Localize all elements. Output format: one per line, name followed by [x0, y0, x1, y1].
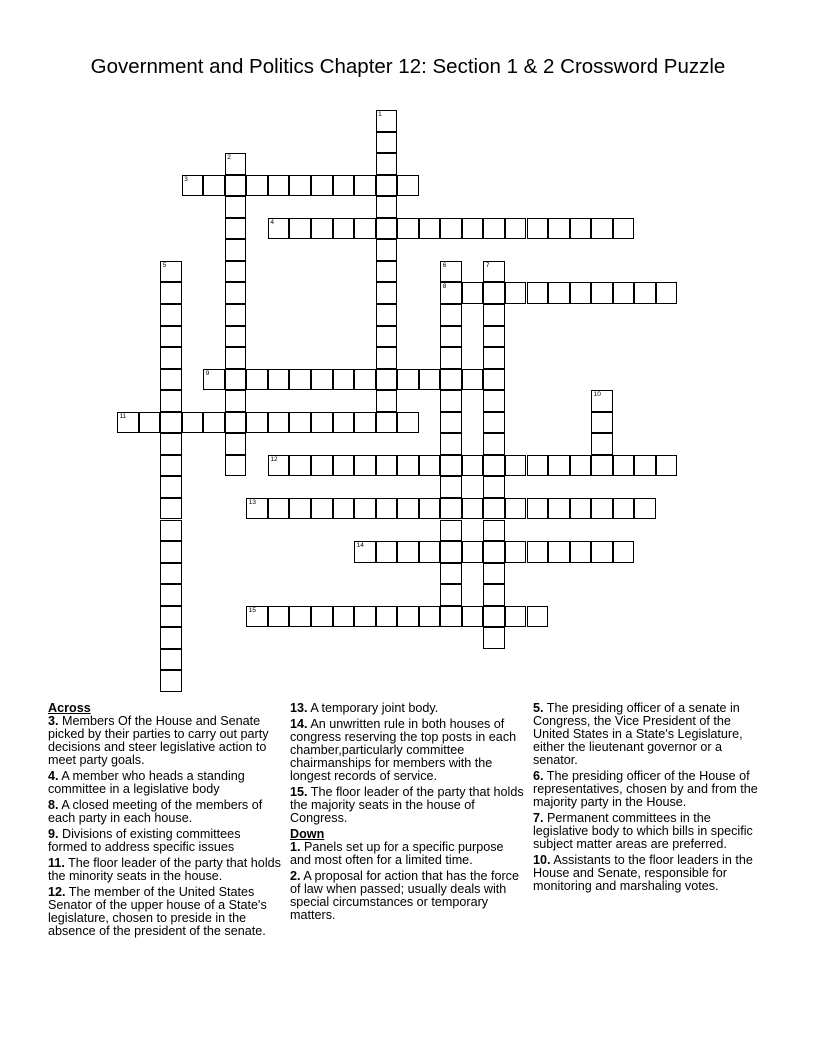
grid-cell[interactable]: [527, 282, 549, 304]
grid-cell[interactable]: [483, 218, 505, 240]
grid-cell[interactable]: [311, 606, 333, 628]
grid-cell[interactable]: [440, 369, 462, 391]
grid-cell[interactable]: [397, 175, 419, 197]
grid-cell[interactable]: [311, 455, 333, 477]
grid-cell[interactable]: [591, 390, 613, 412]
grid-cell[interactable]: [182, 175, 204, 197]
grid-cell[interactable]: [376, 304, 398, 326]
grid-cell[interactable]: [160, 498, 182, 520]
grid-cell[interactable]: [160, 649, 182, 671]
grid-cell[interactable]: [246, 412, 268, 434]
grid-cell[interactable]: [505, 455, 527, 477]
grid-cell[interactable]: [354, 606, 376, 628]
clue-number-1: 1: [378, 111, 382, 118]
grid-cell[interactable]: [527, 606, 549, 628]
clue-across-4: 4. A member who heads a standing committee in a legislative body: [48, 769, 245, 796]
grid-cell[interactable]: [289, 606, 311, 628]
clue-number-10: 10: [593, 391, 601, 399]
clue-number-13: 13: [248, 498, 257, 506]
grid-cell[interactable]: [419, 369, 441, 391]
grid-cell[interactable]: [268, 218, 290, 240]
grid-cell[interactable]: [548, 455, 570, 477]
grid-cell[interactable]: [311, 369, 333, 391]
grid-cell[interactable]: [419, 541, 441, 563]
clue-number-8: 8: [442, 283, 447, 291]
grid-cell[interactable]: [246, 369, 268, 391]
grid-cell[interactable]: [440, 347, 462, 369]
grid-cell[interactable]: [225, 282, 247, 304]
grid-cell[interactable]: [376, 218, 398, 240]
grid-cell[interactable]: [225, 433, 247, 455]
clues-column-2: [290, 702, 526, 925]
grid-cell[interactable]: [591, 433, 613, 455]
grid-cell[interactable]: [160, 670, 182, 692]
grid-cell[interactable]: [483, 563, 505, 585]
grid-cell[interactable]: [268, 606, 290, 628]
clue-across-14: 14. An unwritten rule in both houses of congress reserving the top posts in each chamber,particularly committee chairmanships for members with the longest records of service.: [290, 717, 517, 783]
grid-cell[interactable]: [462, 369, 484, 391]
grid-cell[interactable]: [376, 175, 398, 197]
grid-cell[interactable]: [527, 455, 549, 477]
grid-cell[interactable]: [527, 498, 549, 520]
grid-cell[interactable]: [225, 369, 247, 391]
grid-cell[interactable]: [548, 218, 570, 240]
clue-across-9: 9. Divisions of existing committees formed to address specific issues: [48, 827, 241, 854]
grid-cell[interactable]: [440, 304, 462, 326]
grid-cell[interactable]: [225, 239, 247, 261]
grid-cell[interactable]: [419, 606, 441, 628]
grid-cell[interactable]: [483, 606, 505, 628]
grid-cell[interactable]: [225, 196, 247, 218]
clues-column-1: [48, 702, 283, 941]
grid-cell[interactable]: [591, 282, 613, 304]
grid-cell[interactable]: [225, 304, 247, 326]
grid-cell[interactable]: [440, 606, 462, 628]
grid-cell[interactable]: [160, 326, 182, 348]
grid-cell[interactable]: [505, 218, 527, 240]
grid-cell[interactable]: [397, 541, 419, 563]
grid-cell[interactable]: [376, 196, 398, 218]
grid-cell[interactable]: [376, 541, 398, 563]
grid-cell[interactable]: [203, 369, 225, 391]
grid-cell[interactable]: [333, 412, 355, 434]
grid-cell[interactable]: [483, 455, 505, 477]
grid-cell[interactable]: [656, 282, 678, 304]
grid-cell[interactable]: [333, 175, 355, 197]
grid-cell[interactable]: [376, 261, 398, 283]
down-heading: Down: [290, 827, 325, 841]
grid-cell[interactable]: [483, 412, 505, 434]
grid-cell[interactable]: [225, 261, 247, 283]
clue-number-14: 14: [356, 542, 364, 549]
grid-cell[interactable]: [483, 433, 505, 455]
grid-cell[interactable]: [376, 498, 398, 520]
grid-cell[interactable]: [311, 498, 333, 520]
grid-cell[interactable]: [225, 153, 247, 175]
grid-cell[interactable]: [483, 304, 505, 326]
grid-cell[interactable]: [268, 498, 290, 520]
grid-cell[interactable]: [376, 412, 398, 434]
grid-cell[interactable]: [225, 455, 247, 477]
clue-down-6: 6. The presiding officer of the House of representatives, chosen by and from the majority party in the House.: [533, 769, 758, 809]
grid-cell[interactable]: [440, 390, 462, 412]
clue-number-11: 11: [119, 412, 127, 420]
grid-cell[interactable]: [160, 261, 182, 283]
clue-number-9: 9: [205, 369, 210, 377]
grid-cell[interactable]: [117, 412, 139, 434]
grid-cell[interactable]: [376, 110, 398, 132]
grid-cell[interactable]: [570, 282, 592, 304]
grid-cell[interactable]: [483, 584, 505, 606]
grid-cell[interactable]: [613, 498, 635, 520]
grid-cell[interactable]: [139, 412, 161, 434]
grid-cell[interactable]: [591, 455, 613, 477]
grid-cell[interactable]: [268, 455, 290, 477]
grid-cell[interactable]: [376, 455, 398, 477]
grid-cell[interactable]: [483, 282, 505, 304]
grid-cell[interactable]: [570, 541, 592, 563]
grid-cell[interactable]: [591, 412, 613, 434]
grid-cell[interactable]: [160, 606, 182, 628]
grid-cell[interactable]: [311, 218, 333, 240]
grid-cell[interactable]: [462, 606, 484, 628]
grid-cell[interactable]: [376, 606, 398, 628]
grid-cell[interactable]: [483, 390, 505, 412]
grid-cell[interactable]: [591, 498, 613, 520]
grid-cell[interactable]: [462, 282, 484, 304]
grid-cell[interactable]: [634, 282, 656, 304]
grid-cell[interactable]: [225, 347, 247, 369]
grid-cell[interactable]: [527, 541, 549, 563]
clue-number-6: 6: [442, 261, 447, 269]
clue-across-13: 13. A temporary joint body.: [290, 701, 439, 715]
grid-cell[interactable]: [225, 218, 247, 240]
grid-cell[interactable]: [483, 261, 505, 283]
grid-cell[interactable]: [483, 627, 505, 649]
grid-cell[interactable]: [268, 412, 290, 434]
grid-cell[interactable]: [182, 412, 204, 434]
grid-cell[interactable]: [160, 282, 182, 304]
grid-cell[interactable]: [333, 218, 355, 240]
grid-cell[interactable]: [268, 369, 290, 391]
grid-cell[interactable]: [160, 584, 182, 606]
grid-cell[interactable]: [354, 369, 376, 391]
clue-across-12: 12. The member of the United States Senator of the upper house of a State's legislature, chosen to preside in the absence of the president of the senate.: [48, 885, 267, 938]
grid-cell[interactable]: [203, 175, 225, 197]
grid-cell[interactable]: [246, 606, 268, 628]
grid-cell[interactable]: [160, 563, 182, 585]
grid-cell[interactable]: [440, 412, 462, 434]
grid-cell[interactable]: [160, 412, 182, 434]
grid-cell[interactable]: [440, 261, 462, 283]
grid-cell[interactable]: [376, 347, 398, 369]
grid-cell[interactable]: [289, 369, 311, 391]
grid-cell[interactable]: [160, 369, 182, 391]
grid-cell[interactable]: [289, 498, 311, 520]
grid-cell[interactable]: [419, 498, 441, 520]
grid-cell[interactable]: [548, 541, 570, 563]
grid-cell[interactable]: [160, 520, 182, 542]
grid-cell[interactable]: [311, 412, 333, 434]
grid-cell[interactable]: [333, 369, 355, 391]
clue-down-5: 5. The presiding officer of a senate in Congress, the Vice President of the United States in a State's Legislature, either the lieutenant governor or a senator.: [533, 701, 743, 767]
clue-down-1: 1. Panels set up for a specific purpose and most often for a limited time.: [290, 840, 504, 867]
grid-cell[interactable]: [505, 606, 527, 628]
grid-cell[interactable]: [354, 455, 376, 477]
grid-cell[interactable]: [160, 476, 182, 498]
grid-cell[interactable]: [419, 218, 441, 240]
grid-cell[interactable]: [160, 627, 182, 649]
clue-number-12: 12: [270, 455, 278, 463]
grid-cell[interactable]: [376, 153, 398, 175]
clue-number-4: 4: [270, 218, 275, 226]
grid-cell[interactable]: [505, 541, 527, 563]
grid-cell[interactable]: [634, 498, 656, 520]
grid-cell[interactable]: [311, 175, 333, 197]
grid-cell[interactable]: [613, 218, 635, 240]
grid-cell[interactable]: [225, 326, 247, 348]
grid-cell[interactable]: [462, 541, 484, 563]
grid-cell[interactable]: [160, 455, 182, 477]
grid-cell[interactable]: [483, 476, 505, 498]
grid-cell[interactable]: [656, 455, 678, 477]
grid-cell[interactable]: [333, 455, 355, 477]
grid-cell[interactable]: [570, 498, 592, 520]
clue-across-11: 11. The floor leader of the party that holds the minority seats in the house.: [48, 856, 281, 883]
grid-cell[interactable]: [397, 606, 419, 628]
grid-cell[interactable]: [225, 412, 247, 434]
grid-cell[interactable]: [613, 282, 635, 304]
grid-cell[interactable]: [613, 455, 635, 477]
grid-cell[interactable]: [397, 369, 419, 391]
clue-across-8: 8. A closed meeting of the members of each party in each house.: [48, 798, 263, 825]
page-title: Government and Politics Chapter 12: Section 1 & 2 Crossword Puzzle: [90, 55, 726, 78]
grid-cell[interactable]: [440, 520, 462, 542]
grid-cell[interactable]: [548, 282, 570, 304]
grid-cell[interactable]: [289, 455, 311, 477]
grid-cell[interactable]: [419, 455, 441, 477]
grid-cell[interactable]: [354, 498, 376, 520]
grid-cell[interactable]: [203, 412, 225, 434]
grid-cell[interactable]: [440, 218, 462, 240]
grid-cell[interactable]: [354, 175, 376, 197]
clue-number-2: 2: [227, 154, 231, 162]
grid-cell[interactable]: [505, 498, 527, 520]
grid-cell[interactable]: [440, 563, 462, 585]
grid-cell[interactable]: [440, 584, 462, 606]
grid-cell[interactable]: [591, 541, 613, 563]
grid-cell[interactable]: [570, 218, 592, 240]
grid-cell[interactable]: [397, 412, 419, 434]
grid-cell[interactable]: [289, 175, 311, 197]
grid-cell[interactable]: [376, 239, 398, 261]
grid-cell[interactable]: [440, 326, 462, 348]
grid-cell[interactable]: [376, 132, 398, 154]
grid-cell[interactable]: [160, 433, 182, 455]
clue-number-15: 15: [248, 606, 257, 614]
grid-cell[interactable]: [376, 282, 398, 304]
clue-number-7: 7: [485, 261, 490, 269]
grid-cell[interactable]: [483, 498, 505, 520]
clue-down-7: 7. Permanent committees in the legislative body to which bills in specific subject matter areas are preferred.: [533, 811, 753, 851]
grid-cell[interactable]: [483, 520, 505, 542]
clue-down-2: 2. A proposal for action that has the force of law when passed; usually deals with special circumstances or temporary matters.: [290, 869, 519, 922]
grid-cell[interactable]: [527, 218, 549, 240]
grid-cell[interactable]: [354, 412, 376, 434]
grid-cell[interactable]: [634, 455, 656, 477]
grid-cell[interactable]: [462, 218, 484, 240]
grid-cell[interactable]: [440, 455, 462, 477]
grid-cell[interactable]: [548, 498, 570, 520]
grid-cell[interactable]: [591, 218, 613, 240]
clue-down-10: 10. Assistants to the floor leaders in the House and Senate, responsible for monitoring and marshaling votes.: [533, 853, 753, 893]
grid-cell[interactable]: [160, 304, 182, 326]
grid-cell[interactable]: [397, 455, 419, 477]
grid-cell[interactable]: [246, 175, 268, 197]
grid-cell[interactable]: [483, 369, 505, 391]
grid-cell[interactable]: [440, 282, 462, 304]
grid-cell[interactable]: [225, 175, 247, 197]
grid-cell[interactable]: [505, 282, 527, 304]
grid-cell[interactable]: [354, 541, 376, 563]
grid-cell[interactable]: [440, 433, 462, 455]
clue-number-5: 5: [162, 261, 167, 269]
grid-cell[interactable]: [376, 369, 398, 391]
grid-cell[interactable]: [160, 541, 182, 563]
grid-cell[interactable]: [289, 218, 311, 240]
clue-across-3: 3. Members Of the House and Senate picked by their parties to carry out party decisions and steer legislative action to meet party goals.: [48, 714, 269, 767]
across-heading: Across: [48, 701, 91, 715]
grid-cell[interactable]: [333, 606, 355, 628]
grid-cell[interactable]: [483, 347, 505, 369]
grid-cell[interactable]: [440, 476, 462, 498]
clue-across-15: 15. The floor leader of the party that holds the majority seats in the house of Congress.: [290, 785, 524, 825]
grid-cell[interactable]: [440, 498, 462, 520]
grid-cell[interactable]: [397, 498, 419, 520]
grid-cell[interactable]: [246, 498, 268, 520]
grid-cell[interactable]: [462, 498, 484, 520]
grid-cell[interactable]: [462, 455, 484, 477]
grid-cell[interactable]: [376, 326, 398, 348]
grid-cell[interactable]: [160, 347, 182, 369]
grid-cell[interactable]: [440, 541, 462, 563]
grid-cell[interactable]: [333, 498, 355, 520]
grid-cell[interactable]: [268, 175, 290, 197]
grid-cell[interactable]: [570, 455, 592, 477]
grid-cell[interactable]: [289, 412, 311, 434]
grid-cell[interactable]: [483, 541, 505, 563]
grid-cell[interactable]: [376, 390, 398, 412]
grid-cell[interactable]: [160, 390, 182, 412]
clue-number-3: 3: [184, 175, 188, 183]
clues-column-3: [533, 702, 769, 896]
grid-cell[interactable]: [483, 326, 505, 348]
grid-cell[interactable]: [354, 218, 376, 240]
grid-cell[interactable]: [397, 218, 419, 240]
grid-cell[interactable]: [225, 390, 247, 412]
grid-cell[interactable]: [613, 541, 635, 563]
